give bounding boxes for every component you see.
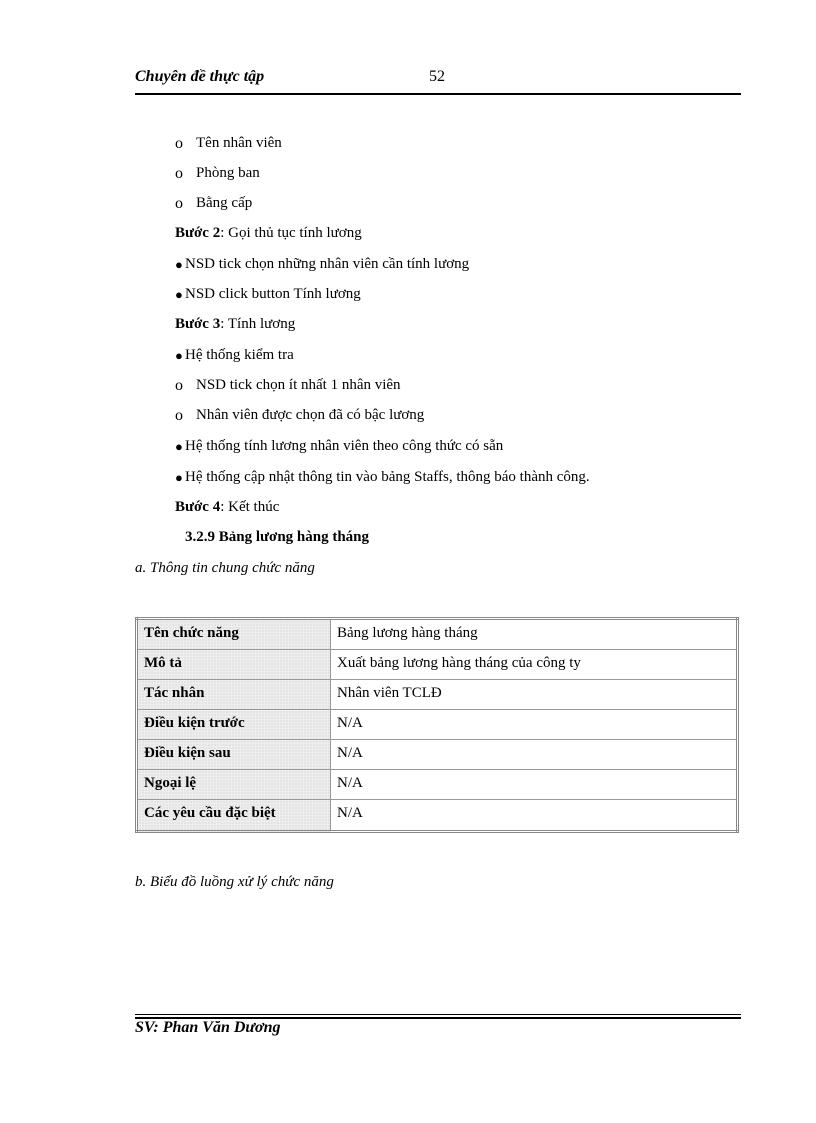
list-bullet: o (175, 135, 183, 152)
list-item: Nhân viên được chọn đã có bậc lương (196, 407, 425, 423)
table-value-cell: Bảng lương hàng tháng (331, 619, 738, 650)
header-title: Chuyên đề thực tập (135, 68, 265, 85)
list-item: Hệ thống kiểm tra (185, 347, 294, 363)
list-bullet: o (175, 407, 183, 424)
page-header (135, 68, 740, 90)
table-label-cell: Các yêu cầu đặc biệt (137, 800, 331, 832)
step-3-label: Bước 3 (175, 316, 221, 332)
step-2-label: Bước 2 (175, 225, 221, 241)
section-title: 3.2.9 Bảng lương hàng tháng (185, 529, 370, 545)
table-label-cell: Điều kiện sau (137, 740, 331, 770)
step-3-text: : Tính lương (220, 316, 296, 332)
list-bullet: o (175, 195, 183, 212)
step-4 (175, 497, 279, 517)
list-item: Hệ thống tính lương nhân viên theo công thức có sẵn (185, 438, 504, 454)
list-item: Hệ thống cập nhật thông tin vào bảng Staffs, thông báo thành công. (185, 469, 590, 485)
header-rule (135, 93, 741, 95)
table-value-cell: N/A (331, 740, 738, 770)
table-label-cell: Tên chức năng (137, 619, 331, 650)
table-row (137, 800, 738, 832)
table-value-cell: Nhân viên TCLĐ (331, 680, 738, 710)
step-4-label: Bước 4 (175, 499, 221, 515)
list-bullet: ● (175, 348, 183, 363)
list-item: NSD click button Tính lương (185, 286, 361, 302)
table-value-cell: N/A (331, 710, 738, 740)
list-item: Phòng ban (196, 165, 260, 181)
table-label-cell: Ngoại lệ (137, 770, 331, 800)
list-bullet: o (175, 377, 183, 394)
table-row (137, 650, 738, 680)
list-bullet: ● (175, 287, 183, 302)
table-label-cell: Mô tả (137, 650, 331, 680)
table-label-cell: Điều kiện trước (137, 710, 331, 740)
subsection-b-title: b. Biểu đồ luồng xử lý chức năng (135, 874, 334, 890)
table-row (137, 619, 738, 650)
table-row (137, 770, 738, 800)
function-info-table (135, 617, 739, 833)
table-value-cell: Xuất bảng lương hàng tháng của công ty (331, 650, 738, 680)
footer-author: SV: Phan Văn Dương (135, 1019, 281, 1036)
page-number: 52 (429, 68, 445, 85)
list-item: NSD tick chọn ít nhất 1 nhân viên (196, 377, 401, 393)
list-bullet: ● (175, 439, 183, 454)
list-bullet: ● (175, 257, 183, 272)
table-value-cell: N/A (331, 770, 738, 800)
table-row (137, 680, 738, 710)
step-3 (175, 314, 295, 334)
table-value-cell: N/A (331, 800, 738, 832)
list-item: Bằng cấp (196, 195, 253, 211)
step-2 (175, 223, 362, 243)
table-label-cell: Tác nhân (137, 680, 331, 710)
list-item: NSD tick chọn những nhân viên cần tính lương (185, 256, 470, 272)
footer-rule (135, 1014, 741, 1015)
step-4-text: : Kết thúc (220, 499, 280, 515)
subsection-a-title: a. Thông tin chung chức năng (135, 560, 315, 576)
table-row (137, 740, 738, 770)
step-2-text: : Gọi thủ tục tính lương (220, 225, 362, 241)
list-item: Tên nhân viên (196, 135, 282, 151)
table-row (137, 710, 738, 740)
list-bullet: ● (175, 470, 183, 485)
list-bullet: o (175, 165, 183, 182)
